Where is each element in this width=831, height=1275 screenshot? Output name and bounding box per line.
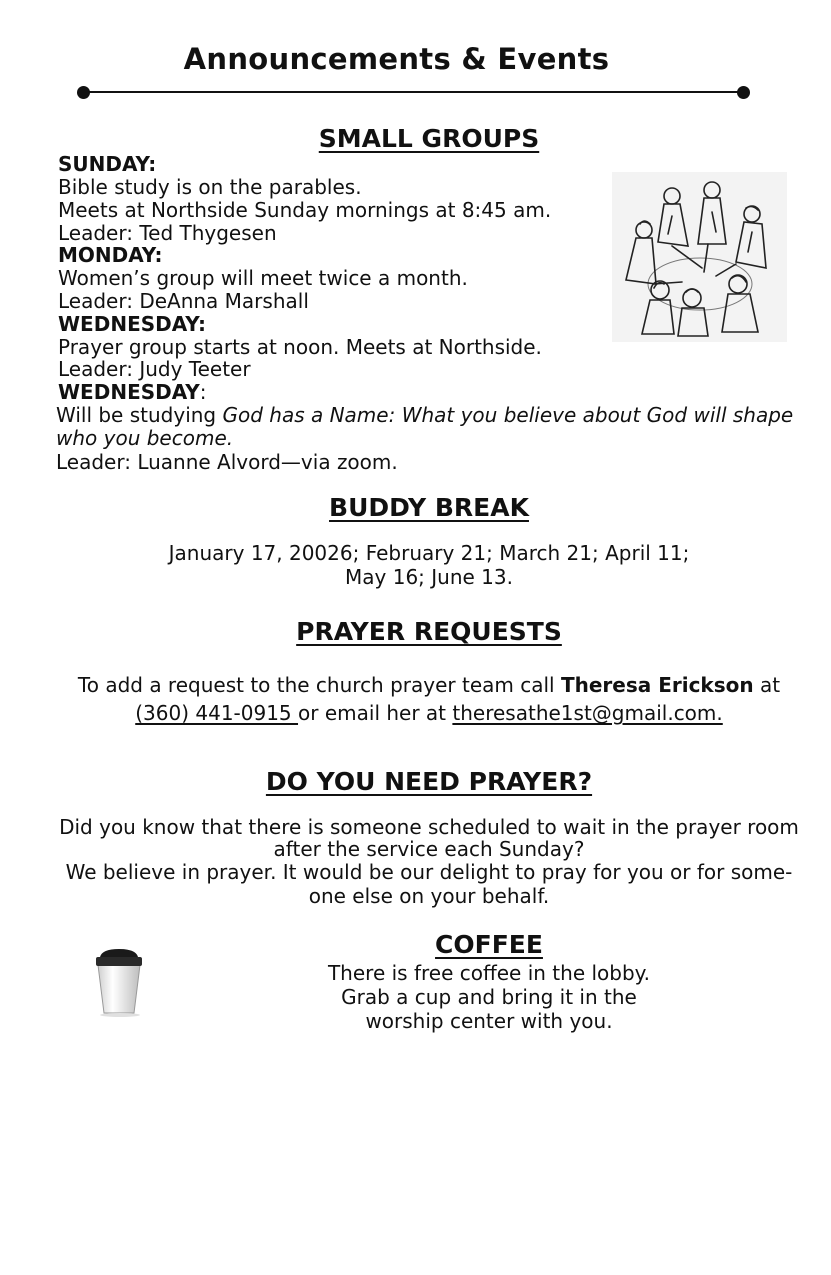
email-intro: or email her at [298,701,453,725]
book-title-part-1: God has a Name: What you believe about God will shape [222,403,794,427]
email-link[interactable]: theresathe1st@gmail.com. [452,701,723,725]
wednesday-2-colon: : [199,380,207,404]
wednesday-2-prefix: Will be studying [56,403,223,427]
contact-name: Theresa Erickson [560,673,754,697]
monday-heading: MONDAY: [58,243,163,267]
sunday-heading: SUNDAY: [58,152,157,176]
divider-left-dot [77,86,90,99]
coffee-line-3: worship center with you. [365,1009,613,1033]
wednesday-2-line-1 [56,404,793,427]
buddy-break-title: BUDDY BREAK [329,493,529,522]
prayer-request-at: at [753,673,781,697]
prayer-request-intro: To add a request to the church prayer team call [77,673,561,697]
need-prayer-line-4: one else on your behalf. [308,884,550,908]
page-title: Announcements & Events [183,42,610,76]
sunday-line-2: Meets at Northside Sunday mornings at 8:45 am. [58,198,552,222]
wednesday-2-day: WEDNESDAY [58,380,200,404]
coffee-line-2: Grab a cup and bring it in the [341,985,637,1009]
wednesday-heading-2 [58,381,207,404]
sunday-leader: Leader: Ted Thygesen [58,221,277,245]
monday-line-1: Women’s group will meet twice a month. [58,266,468,290]
wednesday-1-leader: Leader: Judy Teeter [58,357,251,381]
buddy-break-dates-line-2: May 16; June 13. [345,565,513,589]
need-prayer-line-2: after the service each Sunday? [273,837,585,861]
wednesday-heading-1: WEDNESDAY: [58,312,207,336]
need-prayer-title: DO YOU NEED PRAYER? [265,767,593,796]
divider-right-dot [737,86,750,99]
need-prayer-line-1: Did you know that there is someone scheduled to wait in the prayer room [59,815,799,839]
prayer-requests-title: PRAYER REQUESTS [296,617,562,646]
coffee-title: COFFEE [435,930,543,959]
wednesday-2-line-2 [56,427,233,450]
phone-link[interactable]: (360) 441-0915 [135,701,299,725]
sunday-line-1: Bible study is on the parables. [58,175,362,199]
wednesday-1-line-1: Prayer group starts at noon. Meets at Northside. [58,335,542,359]
coffee-line-1: There is free coffee in the lobby. [327,961,651,985]
small-groups-title: SMALL GROUPS [318,124,540,153]
small-group-illustration [612,172,787,342]
need-prayer-line-3: We believe in prayer. It would be our delight to pray for you or for some- [65,860,793,884]
buddy-break-dates-line-1: January 17, 20026; February 21; March 21; April 11; [168,541,690,565]
header-divider [83,91,743,93]
prayer-requests-line-2 [0,701,831,725]
coffee-cup-icon [90,945,150,1017]
wednesday-2-leader: Leader: Luanne Alvord—via zoom. [56,450,398,474]
monday-leader: Leader: DeAnna Marshall [58,289,309,313]
book-title-part-2: who you become. [56,426,234,450]
prayer-requests-line-1 [0,673,831,697]
